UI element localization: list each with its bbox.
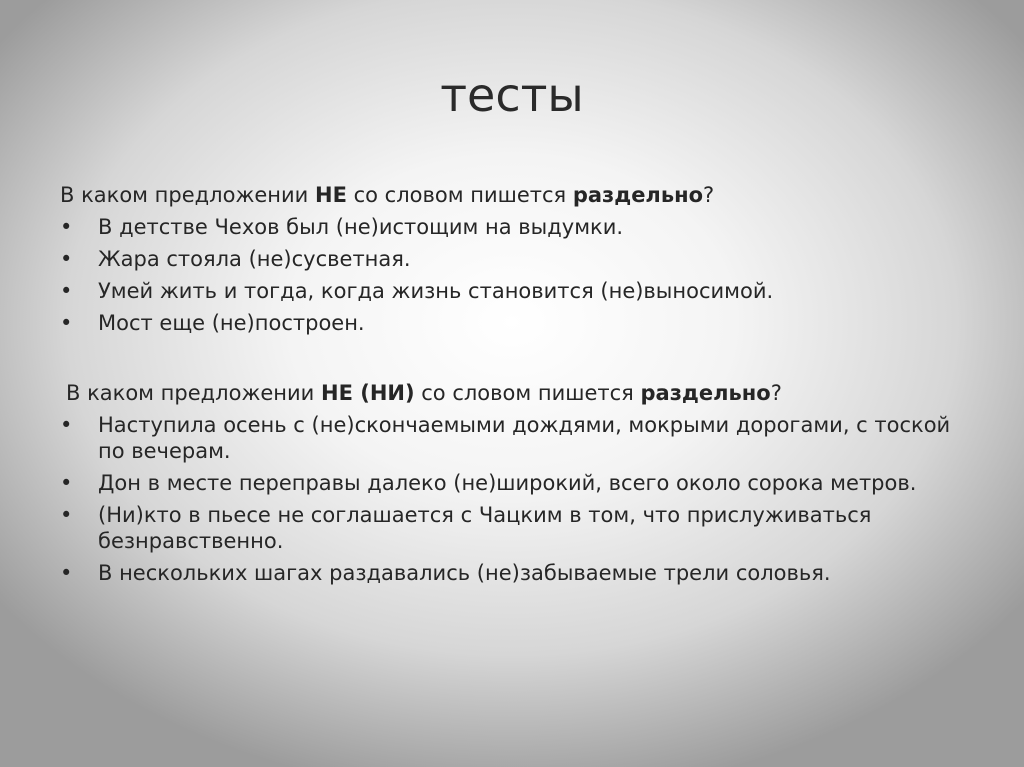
question-2-post: ?	[770, 381, 782, 405]
list-item-text: В нескольких шагах раздавались (не)забываемые трели соловья.	[98, 561, 831, 585]
question-1-mid: со словом пишется	[346, 183, 573, 207]
question-1-bold-ne: НЕ	[315, 183, 347, 207]
list-item-text: В детстве Чехов был (не)истощим на выдумки.	[98, 215, 624, 239]
question-1	[60, 180, 960, 210]
list-item	[60, 560, 960, 586]
question-2-bold-ne-ni: НЕ (НИ)	[321, 381, 415, 405]
list-item	[60, 412, 960, 464]
bullet-icon: •	[60, 215, 73, 239]
question-2	[60, 378, 960, 408]
bullet-icon: •	[60, 503, 73, 527]
question-2-mid: со словом пишется	[414, 381, 641, 405]
list-item-text: (Ни)кто в пьесе не соглашается с Чацким в том, что прислуживаться безнравственно.	[98, 503, 872, 553]
list-item-text: Умей жить и тогда, когда жизнь становится (не)выносимой.	[98, 279, 774, 303]
list-item-text: Наступила осень с (не)скончаемыми дождями, мокрыми дорогами, с тоской по вечерам.	[98, 413, 951, 463]
question-1-bold-razdelno: раздельно	[572, 183, 704, 207]
options-list-2	[60, 412, 960, 586]
question-1-pre: В каком предложении	[60, 183, 315, 207]
list-item-text: Жара стояла (не)сусветная.	[98, 247, 411, 271]
bullet-icon: •	[60, 471, 73, 495]
bullet-icon: •	[60, 279, 73, 303]
question-2-bold-razdelno: раздельно	[640, 381, 771, 405]
question-2-pre: В каком предложении	[66, 381, 321, 405]
list-item	[60, 502, 960, 554]
bullet-icon: •	[60, 247, 73, 271]
slide-title: тесты	[440, 68, 584, 122]
list-item	[60, 246, 960, 272]
list-item-text: Дон в месте переправы далеко (не)широкий, всего около сорока метров.	[98, 471, 917, 495]
list-item	[60, 310, 960, 336]
list-item	[60, 470, 960, 496]
bullet-icon: •	[60, 561, 73, 585]
question-1-post: ?	[703, 183, 715, 207]
list-item-text: Мост еще (не)построен.	[98, 311, 365, 335]
spacer	[60, 342, 960, 378]
options-list-1	[60, 214, 960, 336]
list-item	[60, 214, 960, 240]
slide-body	[60, 180, 960, 592]
bullet-icon: •	[60, 413, 73, 437]
list-item	[60, 278, 960, 304]
bullet-icon: •	[60, 311, 73, 335]
